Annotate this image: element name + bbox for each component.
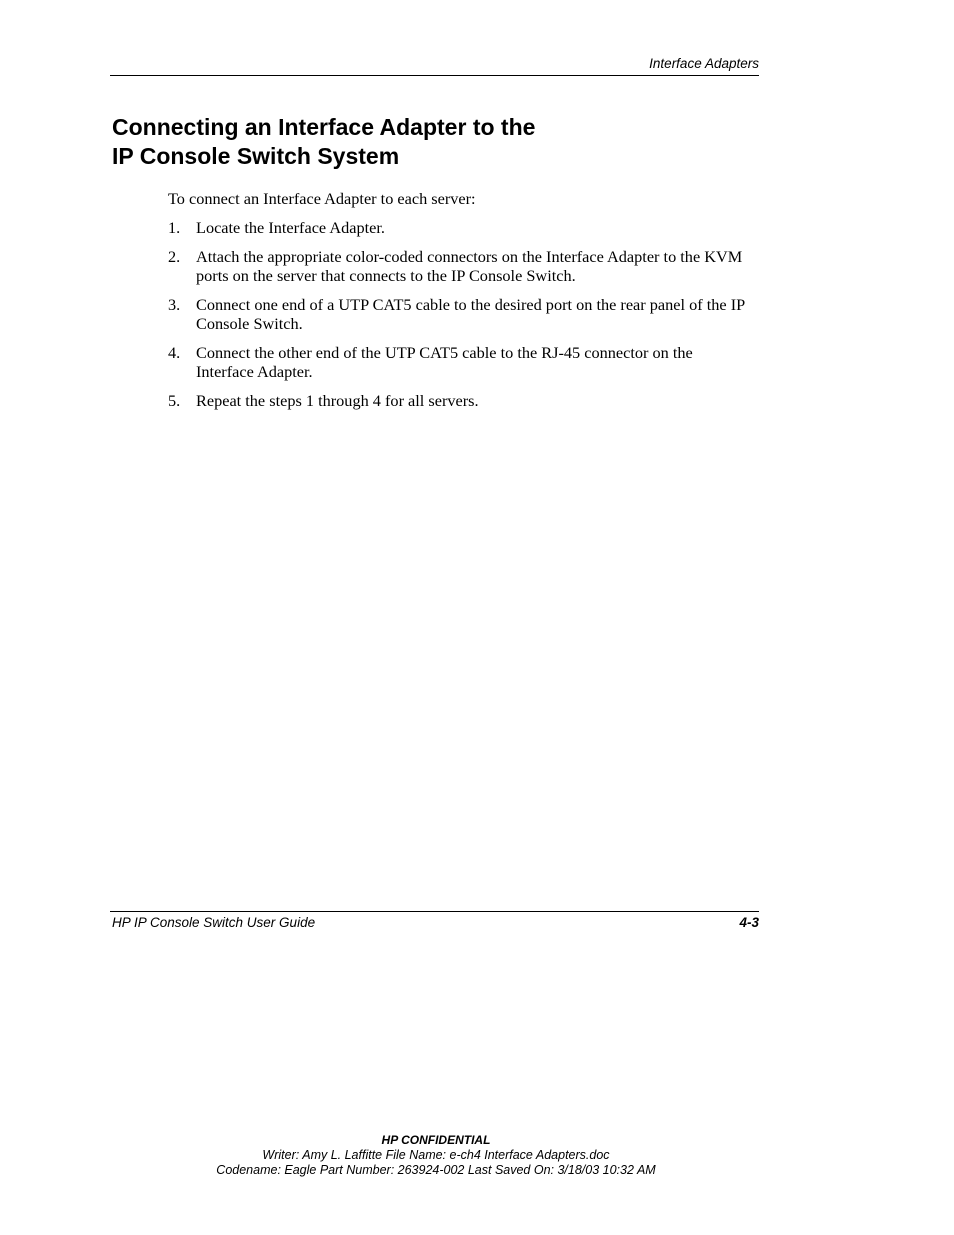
running-header bbox=[110, 55, 759, 76]
step-text: Connect one end of a UTP CAT5 cable to the desired port on the rear panel of the IP Console Switch. bbox=[196, 295, 745, 333]
draft-info-block bbox=[0, 1133, 872, 1178]
writer-info: Writer: Amy L. Laffitte File Name: e-ch4 Interface Adapters.doc bbox=[262, 1148, 610, 1162]
section-title-line-2: IP Console Switch System bbox=[112, 143, 400, 169]
step-item bbox=[168, 295, 748, 333]
step-number: 5. bbox=[168, 391, 181, 410]
step-text: Repeat the steps 1 through 4 for all servers. bbox=[196, 391, 479, 410]
step-item bbox=[168, 218, 748, 237]
codename-info: Codename: Eagle Part Number: 263924-002 Last Saved On: 3/18/03 10:32 AM bbox=[216, 1163, 656, 1177]
intro-paragraph: To connect an Interface Adapter to each server: bbox=[168, 189, 476, 208]
step-item bbox=[168, 247, 748, 285]
step-number: 3. bbox=[168, 295, 181, 314]
section-body bbox=[168, 189, 748, 420]
step-text: Connect the other end of the UTP CAT5 cable to the RJ-45 connector on the Interface Adapter. bbox=[196, 343, 693, 381]
step-text: Attach the appropriate color-coded connectors on the Interface Adapter to the KVM ports on the server that connects to the IP Console Switch. bbox=[196, 247, 743, 285]
step-text: Locate the Interface Adapter. bbox=[196, 218, 385, 237]
step-number: 4. bbox=[168, 343, 181, 362]
section-title bbox=[112, 113, 535, 171]
step-item bbox=[168, 343, 748, 381]
step-item bbox=[168, 391, 748, 410]
page-number: 4-3 bbox=[739, 915, 759, 930]
guide-title: HP IP Console Switch User Guide bbox=[112, 915, 316, 930]
steps-list bbox=[168, 218, 748, 410]
chapter-title: Interface Adapters bbox=[649, 56, 759, 71]
step-number: 2. bbox=[168, 247, 181, 266]
confidential-label: HP CONFIDENTIAL bbox=[381, 1133, 491, 1147]
running-footer bbox=[110, 911, 759, 930]
step-number: 1. bbox=[168, 218, 181, 237]
section-title-line-1: Connecting an Interface Adapter to the bbox=[112, 114, 536, 140]
